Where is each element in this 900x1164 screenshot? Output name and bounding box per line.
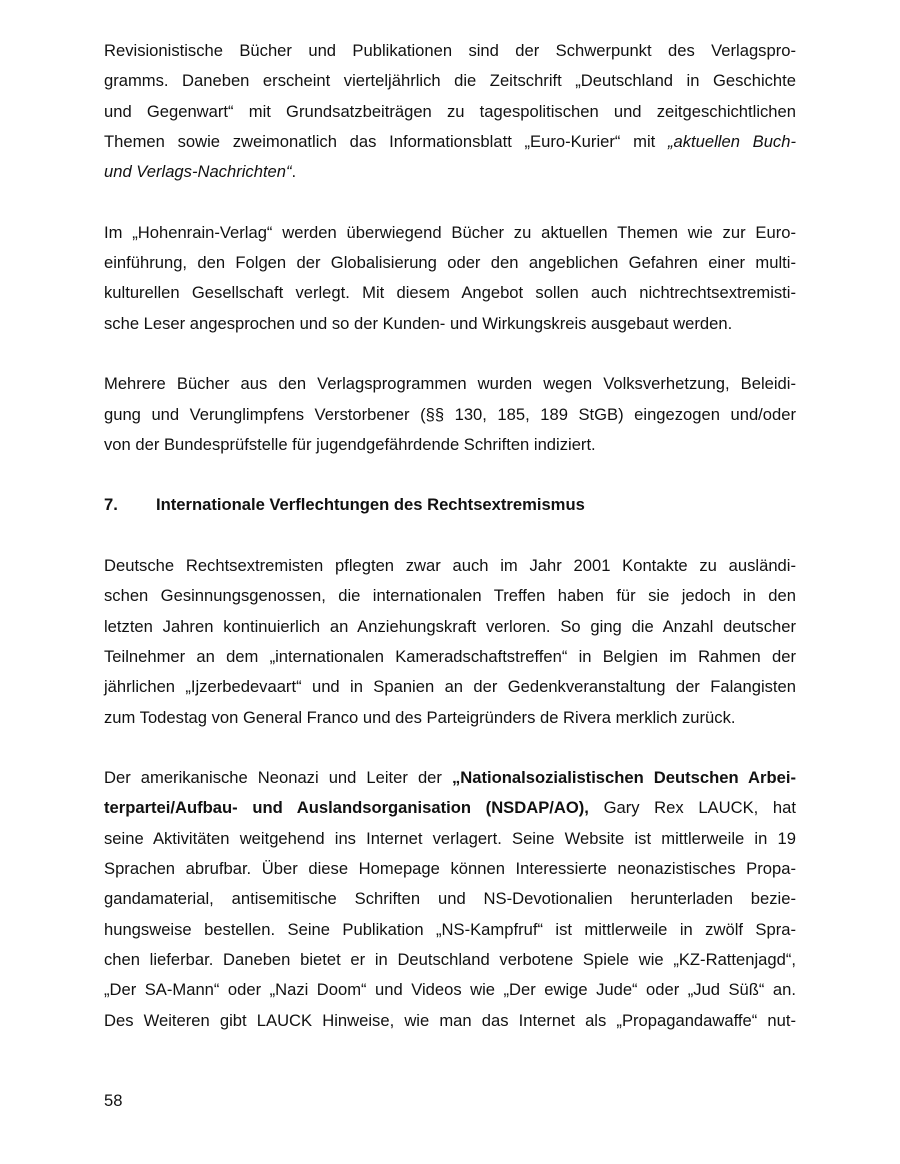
- text-line: hungsweise bestellen. Seine Publikation „NS-Kampfruf“ ist mittlerweile in zwölf Spra-: [104, 919, 796, 939]
- text-line: letzten Jahren kontinuierlich an Anziehungskraft verloren. So ging die Anzahl deutscher: [104, 616, 796, 636]
- text-line: kulturellen Gesellschaft verlegt. Mit diesem Angebot sollen auch nichtrechtsextremisti-: [104, 283, 796, 303]
- text-line: chen lieferbar. Daneben bietet er in Deutschland verbotene Spiele wie „KZ-Rattenjagd“,: [104, 949, 796, 969]
- text-line: gramms. Daneben erscheint vierteljährlich die Zeitschrift „Deutschland in Geschichte: [104, 71, 796, 91]
- text-line: Revisionistische Bücher und Publikationen sind der Schwerpunkt des Verlagspro-: [104, 41, 796, 60]
- text-line: gung und Verunglimpfens Verstorbener (§§ 130, 185, 189 StGB) eingezogen und/oder: [104, 404, 796, 424]
- text-line: seine Aktivitäten weitgehend ins Internet verlagert. Seine Website ist mittlerweile in 19: [104, 828, 796, 848]
- section-title: Internationale Verflechtungen des Rechtsextremismus: [156, 495, 585, 515]
- text-line: [104, 157, 796, 187]
- paragraph-1: [104, 36, 796, 187]
- paragraph-3: [104, 369, 796, 460]
- text-line: gandamaterial, antisemitische Schriften und NS-Devotionalien herunterladen bezie-: [104, 889, 796, 909]
- paragraph-gap: [104, 460, 796, 490]
- text-line: [104, 763, 796, 793]
- text-run: Themen sowie zweimonatlich das Informationsblatt „Euro-Kurier“ mit: [104, 131, 668, 151]
- text-line: Teilnehmer an dem „internationalen Kameradschaftstreffen“ in Belgien im Rahmen der: [104, 646, 796, 666]
- page-number: 58: [104, 1091, 123, 1110]
- paragraph-gap: [104, 187, 796, 217]
- organization-name-bold: terpartei/Aufbau- und Auslandsorganisation (NSDAP/AO),: [104, 798, 589, 818]
- text-run: Gary Rex LAUCK, hat: [588, 798, 796, 818]
- paragraph-2: [104, 218, 796, 339]
- text-line: von der Bundesprüfstelle für jugendgefährdende Schriften indiziert.: [104, 434, 596, 454]
- paragraph-gap: [104, 339, 796, 369]
- text-line: Mehrere Bücher aus den Verlagsprogrammen wurden wegen Volksverhetzung, Beleidi-: [104, 374, 796, 394]
- text-line: [104, 127, 796, 157]
- paragraph-gap: [104, 733, 796, 763]
- text-line: schen Gesinnungsgenossen, die internationalen Treffen haben für sie jedoch in den: [104, 586, 796, 606]
- text-line: Im „Hohenrain-Verlag“ werden überwiegend Bücher zu aktuellen Themen wie zur Euro-: [104, 222, 796, 242]
- section-number: 7.: [104, 495, 118, 515]
- paragraph-5: [104, 763, 796, 1036]
- quoted-italic-text: „aktuellen Buch-: [667, 131, 796, 151]
- text-line: Deutsche Rechtsextremisten pflegten zwar auch im Jahr 2001 Kontakte zu ausländi-: [104, 556, 796, 576]
- text-line: „Der SA-Mann“ oder „Nazi Doom“ und Videos wie „Der ewige Jude“ oder „Jud Süß“ an.: [104, 980, 796, 1000]
- section-heading: [104, 490, 796, 520]
- quoted-italic-text: und Verlags-Nachrichten“: [104, 162, 292, 182]
- organization-name-bold: „Nationalsozialistischen Deutschen Arbei-: [451, 768, 796, 788]
- text-line: Des Weiteren gibt LAUCK Hinweise, wie man das Internet als „Propagandawaffe“ nut-: [104, 1010, 796, 1030]
- text-run: .: [291, 162, 297, 182]
- text-line: zum Todestag von General Franco und des Parteigründers de Rivera merklich zurück.: [104, 707, 736, 727]
- body-text: [104, 36, 796, 1036]
- text-line: einführung, den Folgen der Globalisierung oder den angeblichen Gefahren einer multi-: [104, 253, 796, 273]
- text-line: sche Leser angesprochen und so der Kunden- und Wirkungskreis ausgebaut werden.: [104, 313, 733, 333]
- paragraph-4: [104, 551, 796, 733]
- paragraph-gap: [104, 521, 796, 551]
- text-run: Der amerikanische Neonazi und Leiter der: [104, 768, 452, 788]
- text-line: jährlichen „Ijzerbedevaart“ und in Spanien an der Gedenkveranstaltung der Falangisten: [104, 677, 796, 697]
- text-line: Sprachen abrufbar. Über diese Homepage können Interessierte neonazistisches Propa-: [104, 859, 796, 879]
- text-line: [104, 793, 796, 823]
- text-line: und Gegenwart“ mit Grundsatzbeiträgen zu tagespolitischen und zeitgeschichtlichen: [104, 101, 796, 121]
